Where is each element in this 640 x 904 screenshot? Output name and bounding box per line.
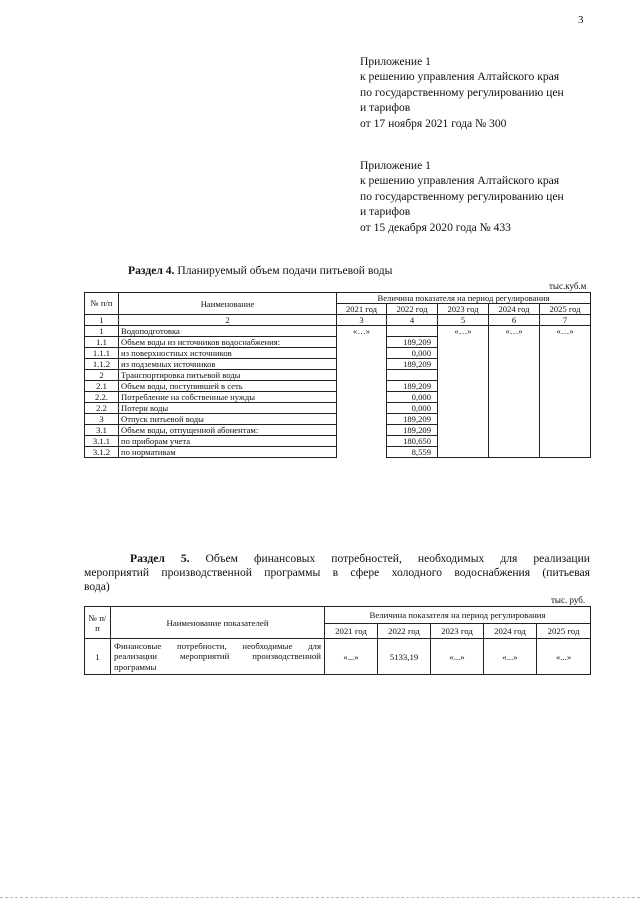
value-2022: 189,209 (387, 359, 438, 370)
row-num: 2.1 (85, 381, 119, 392)
row-num: 3.1.2 (85, 447, 119, 458)
section5-title-line (84, 552, 590, 566)
section5-title-bold: Раздел 5. (130, 552, 190, 565)
row-name: Транспортировка питьевой воды (119, 370, 337, 381)
section4-table (84, 292, 591, 458)
header-year: 2021 год (337, 304, 387, 315)
row-name: из подземных источников (119, 359, 337, 370)
header-year: 2022 год (387, 304, 438, 315)
annex-line: Приложение 1 (360, 159, 431, 172)
header-name: Наименование показателей (111, 607, 325, 639)
scan-edge-divider (0, 897, 640, 898)
header-period: Величина показателя на период регулирования (325, 607, 591, 624)
page-number: 3 (578, 14, 584, 26)
row-name: по приборам учета (119, 436, 337, 447)
section5-title (84, 552, 590, 594)
column-number: 5 (438, 315, 489, 326)
section4-title (128, 264, 392, 277)
column-number: 3 (337, 315, 387, 326)
header-year: 2024 год (484, 624, 537, 639)
header-year: 2022 год (378, 624, 431, 639)
row-num: 1.1.1 (85, 348, 119, 359)
annex-line: и тарифов (360, 101, 411, 115)
value-2022: 189,209 (387, 425, 438, 436)
annex-line: к решению управления Алтайского края (360, 70, 560, 84)
section5-unit: тыс. руб. (551, 595, 586, 605)
value-2022: 0,000 (387, 392, 438, 403)
header-year: 2023 год (431, 624, 484, 639)
value-2022 (387, 326, 438, 337)
row-name: Финансовые потребности, необходимые для реализации мероприятий производственной программы (111, 639, 325, 675)
row-name: Потребление на собственные нужды (119, 392, 337, 403)
value-2022: 0,000 (387, 403, 438, 414)
value-2022: 189,209 (387, 381, 438, 392)
header-year: 2023 год (438, 304, 489, 315)
table-row (85, 639, 591, 675)
row-num: 1.1 (85, 337, 119, 348)
annex-line: по государственному регулированию цен (360, 85, 564, 99)
annex-block-current (360, 54, 564, 131)
row-num: 2.2 (85, 403, 119, 414)
annex-block-previous (360, 158, 564, 235)
annex-line: от 15 декабря 2020 года № 433 (360, 220, 511, 234)
header-num: № п/п (85, 293, 119, 315)
value-2022: 8,559 (387, 447, 438, 458)
value-2021: «…» (337, 326, 387, 458)
header-year: 2024 год (489, 304, 540, 315)
row-name: Потери воды (119, 403, 337, 414)
column-number: 6 (489, 315, 540, 326)
row-num: 1.1.2 (85, 359, 119, 370)
value-2023: «...» (431, 639, 484, 675)
section4-title-text: Планируемый объем подачи питьевой воды (174, 264, 393, 277)
value-2025: «…» (540, 326, 591, 458)
annex-line: от 17 ноября 2021 года № 300 (360, 116, 507, 130)
annex-line: по государственному регулированию цен (360, 189, 564, 203)
value-2024: «…» (489, 326, 540, 458)
value-2024: «...» (484, 639, 537, 675)
header-year: 2025 год (537, 624, 591, 639)
row-num: 1 (85, 639, 111, 675)
value-2023: «…» (438, 326, 489, 458)
row-name: из поверхностных источников (119, 348, 337, 359)
value-2022: 5133,19 (378, 639, 431, 675)
row-name: Объем воды из источников водоснабжения: (119, 337, 337, 348)
row-name: Объем воды, отпущенной абонентам: (119, 425, 337, 436)
value-2022: 180,650 (387, 436, 438, 447)
row-num: 2 (85, 370, 119, 381)
value-2022 (387, 370, 438, 381)
row-num: 3 (85, 414, 119, 425)
value-2022: 189,209 (387, 414, 438, 425)
section5-table (84, 606, 591, 675)
table-row (85, 326, 591, 337)
column-number: 2 (119, 315, 337, 326)
column-number: 4 (387, 315, 438, 326)
header-year: 2025 год (540, 304, 591, 315)
row-name: по нормативам (119, 447, 337, 458)
row-num: 3.1 (85, 425, 119, 436)
value-2021: «...» (325, 639, 378, 675)
section4-unit: тыс.куб.м (549, 281, 587, 291)
section5-title-line: мероприятий производственной программы в сфере холодного водоснабжения (питьевая (84, 566, 590, 579)
annex-line: и тарифов (360, 205, 411, 219)
section5-title-line: вода) (84, 580, 110, 593)
value-2022: 189,209 (387, 337, 438, 348)
row-num: 1 (85, 326, 119, 337)
column-number: 1 (85, 315, 119, 326)
row-num: 3.1.1 (85, 436, 119, 447)
row-name: Отпуск питьевой воды (119, 414, 337, 425)
annex-line: Приложение 1 (360, 55, 431, 68)
row-name: Водоподготовка (119, 326, 337, 337)
annex-line: к решению управления Алтайского края (360, 174, 560, 188)
row-name: Объем воды, поступившей в сеть (119, 381, 337, 392)
section5-title-text: Объем финансовых потребностей, необходимых для реализации (189, 552, 590, 565)
header-num: № п/п (85, 607, 111, 639)
header-year: 2021 год (325, 624, 378, 639)
column-number: 7 (540, 315, 591, 326)
value-2022: 0,000 (387, 348, 438, 359)
row-num: 2.2. (85, 392, 119, 403)
header-name: Наименование (119, 293, 337, 315)
header-period: Величина показателя на период регулирования (337, 293, 591, 304)
value-2025: «...» (537, 639, 591, 675)
section4-title-bold: Раздел 4. (128, 264, 175, 277)
